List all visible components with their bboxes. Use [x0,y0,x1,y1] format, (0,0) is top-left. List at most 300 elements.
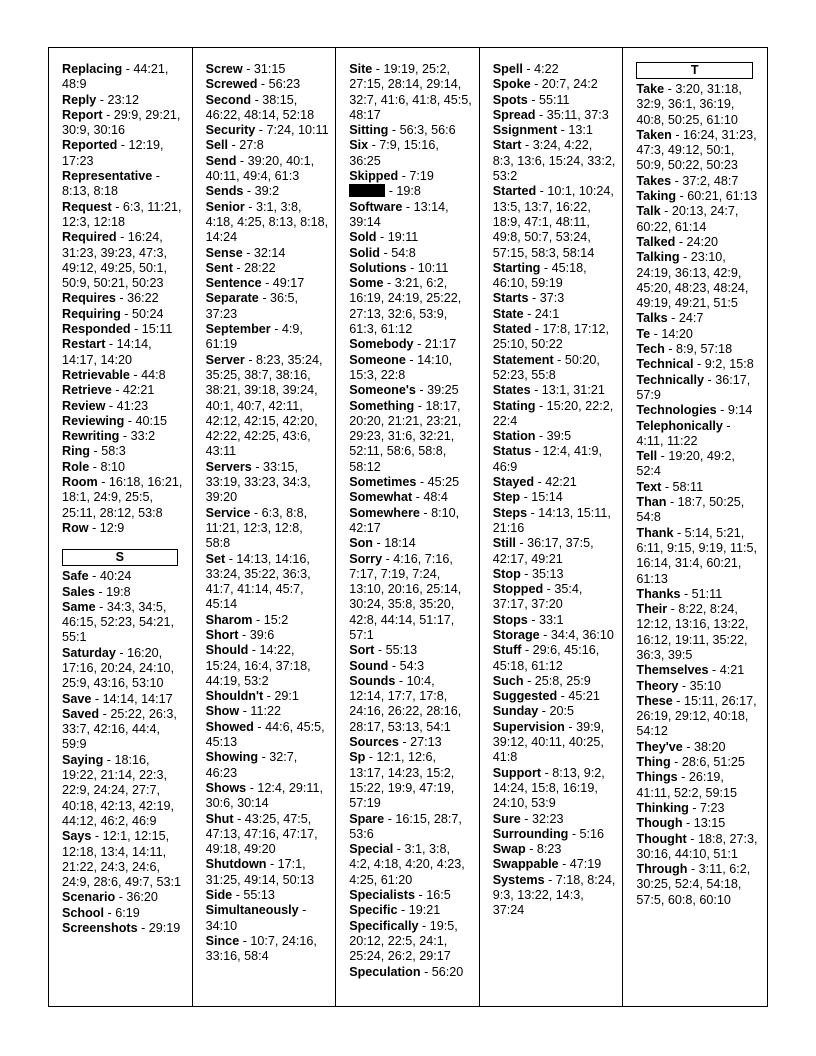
index-term: Same [62,599,96,614]
index-term: Sense [205,245,243,260]
index-entry: Required - 16:24, 31:23, 39:23, 47:3, 49:12, 49:25, 50:1, 50:9, 50:21, 50:23 [62,230,168,291]
index-term: Software [349,199,403,214]
index-references: 4:22 [534,62,559,76]
entry-list [62,62,186,536]
index-term: Stayed [492,475,535,490]
index-entry: Someone - 14:10, 15:3, 22:8 [349,352,453,382]
index-entry: Reported - 12:19, 17:23 [62,138,164,168]
index-references: 55:13 [243,888,275,903]
index-term: Servers [205,459,252,474]
index-term: Ring [62,444,90,459]
index-term: Stating [492,398,536,413]
index-references: 8:23, 35:24, 35:25, 38:7, 38:16, 38:21, 39:18, 39:24, 40:1, 40:7, 42:11, 42:12, 42:15, 42:20, 42:22, 42:25, 43:6, 43:11 [205,352,323,459]
index-entry: Sends - 39:2 [205,184,280,199]
index-term: Reported [62,138,118,153]
index-term: Replacing [62,62,123,76]
index-entry: Sound - 54:3 [349,658,425,673]
index-references: 44:8 [141,367,166,382]
index-term: Talks [636,311,668,326]
index-term: Specifically [349,918,419,933]
index-entry: Special - 3:1, 3:8, 4:2, 4:18, 4:20, 4:23, 4:25, 61:20 [349,842,465,887]
index-references: 34:4, 36:10 [550,627,614,642]
index-term: Report [62,107,103,122]
index-term: Senior [205,199,245,214]
index-references: 4:21 [719,663,745,678]
index-references: 16:5 [426,888,451,903]
index-references: 12:1, 12:6, 13:17, 14:23, 15:2, 15:22, 19:9, 47:19, 57:19 [349,750,455,811]
index-references: 13:14, 39:14 [349,199,449,229]
index-term: They've [636,739,683,754]
index-entry: Storage - 34:4, 36:10 [492,627,614,642]
index-term: Screwed [205,77,258,92]
index-references: 20:7, 24:2 [541,77,598,92]
index-references: 33:15, 33:19, 33:23, 34:3, 39:20 [205,459,311,505]
index-term: Ssignment [492,123,558,138]
index-references: 9:2, 15:8 [704,357,754,372]
index-term: Says [62,829,92,844]
index-references: 45:18, 46:10, 59:19 [492,260,587,291]
index-references: 19:11 [387,230,419,245]
index-entry: Starts - 37:3 [492,291,565,306]
index-references: 28:22 [244,260,276,275]
index-references: 35:11, 37:3 [546,107,609,122]
index-references: 14:20 [661,326,693,341]
index-term: Save [62,691,92,706]
index-references: 13:1 [568,123,593,138]
index-references: 39:6 [249,627,275,642]
index-entry: Spots - 55:11 [492,92,570,107]
index-entry: Skipped - 7:19 [349,169,434,184]
index-references: 7:19 [409,169,434,184]
index-references: 35:4, 37:17, 37:20 [492,582,583,612]
index-term: Somebody [349,337,414,352]
index-entry: Their - 8:22, 8:24, 12:12, 13:16, 13:22, 16:12, 19:11, 35:22, 36:3, 39:5 [636,602,749,662]
index-entry: Row - 12:9 [62,520,125,535]
index-entry: Side - 55:13 [205,888,275,903]
index-references: 10:4, 12:14, 17:7, 17:8, 24:16, 26:22, 28:16, 28:17, 53:13, 54:1 [349,673,462,734]
section-header-s: S [62,549,178,566]
index-entry: Stop - 35:13 [492,566,564,581]
index-term: Scenario [62,890,116,905]
index-term: Talk [636,204,661,219]
index-entry: Taken - 16:24, 31:23, 47:3, 49:12, 50:1, 50:9, 50:22, 50:23 [636,127,757,173]
index-references: 8:10 [100,459,126,474]
index-references: 36:22 [127,291,159,306]
index-references: 4:9, 61:19 [205,322,303,352]
index-entry: Some - 3:21, 6:2, 16:19, 24:19, 25:22, 27:13, 32:6, 53:9, 61:3, 61:12 [349,276,462,337]
index-entry: Take - 3:20, 31:18, 32:9, 36:1, 36:19, 40:8, 50:25, 61:10 [636,82,742,127]
index-references: 24:20 [686,234,719,249]
index-entry: Steps - 14:13, 15:11, 21:16 [492,505,611,535]
index-references: 19:20, 49:2, 52:4 [636,449,735,479]
index-entry: Through - 3:11, 6:2, 30:25, 52:4, 54:18, 57:5, 60:8, 60:10 [636,862,751,907]
index-term: Start [492,138,522,153]
index-term: Representative [62,169,153,184]
index-references: 12:1, 12:15, 12:18, 13:4, 14:11, 21:22, 24:3, 24:6, 24:9, 28:6, 49:7, 53:1 [62,829,182,890]
index-entry: Sitting - 56:3, 56:6 [349,123,456,138]
index-entry: Separate - 36:5, 37:23 [205,291,299,321]
entry-list [62,569,186,936]
index-entry: Sent - 28:22 [205,260,276,275]
index-term: Suggested [492,689,558,704]
index-term: Started [492,184,537,199]
index-entry: Sales - 19:8 [62,584,131,599]
index-entry: Sharom - 15:2 [205,612,289,627]
index-entry: Spread - 35:11, 37:3 [492,107,609,122]
index-entry: Sorry - 4:16, 7:16, 7:17, 7:19, 7:24, 13:10, 20:16, 25:14, 30:24, 35:8, 35:20, 42:8, 44:14, 51:17, 57:1 [349,551,462,642]
index-references: 33:2 [130,429,156,444]
index-references: 26:19, 41:11, 52:2, 59:15 [636,770,737,800]
index-entry: Showing - 32:7, 46:23 [205,750,298,780]
index-entry: Taking - 60:21, 61:13 [636,189,758,204]
index-references: 8:9, 57:18 [676,342,733,357]
index-entry: Sold - 19:11 [349,230,419,245]
index-references: 5:14, 5:21, 6:11, 9:15, 9:19, 11:5, 16:14, 31:4, 60:21, 61:13 [636,525,758,586]
index-term: Some [349,276,384,291]
index-references: 16:20, 17:16, 20:24, 24:10, 25:9, 43:16, 53:10 [62,645,175,691]
index-entry: Shut - 43:25, 47:5, 47:13, 47:16, 47:17, 49:18, 49:20 [205,811,318,857]
index-entry: Server - 8:23, 35:24, 35:25, 38:7, 38:16, 38:21, 39:18, 39:24, 40:1, 40:7, 42:11, 42:12, 42:15, 42:20, 42:22, 42:25, 43:6, 43:11 [205,352,323,459]
index-term: Starts [492,291,529,306]
index-term: Request [62,199,112,214]
index-entry: Sometimes - 45:25 [349,475,460,490]
index-entry: Solid - 54:8 [349,245,416,260]
index-entry: Saved - 25:22, 26:3, 33:7, 42:16, 44:4, 59:9 [62,706,177,752]
index-entry: Solutions - 10:11 [349,260,449,275]
index-references: 39:9, 39:12, 40:11, 40:25, 41:8 [492,719,605,765]
index-term: Service [205,505,251,520]
index-entry: Technical - 9:2, 15:8 [636,357,754,372]
index-term: Specific [349,903,398,918]
index-term: Stated [492,322,532,337]
index-term: Supervision [492,719,565,734]
index-term: Status [492,444,532,459]
index-entry: Ring - 58:3 [62,444,126,459]
index-references: 24:7 [678,311,704,326]
index-entry: Rewriting - 33:2 [62,429,156,444]
index-references: 29:9, 29:21, 30:9, 30:16 [62,107,181,138]
index-entry: Ssignment - 13:1 [492,123,593,138]
index-term: Six [349,138,369,153]
index-term: Safe [62,569,89,584]
index-entry: Talked - 24:20 [636,234,719,249]
index-references: 38:20 [693,739,726,754]
index-entry: Scenario - 36:20 [62,890,158,905]
index-term: Thanks [636,586,681,601]
index-references: 8:22, 8:24, 12:12, 13:16, 13:22, 16:12, 19:11, 35:22, 36:3, 39:5 [636,602,749,662]
index-entry: Started - 10:1, 10:24, 13:5, 13:7, 16:22, 18:9, 47:1, 48:11, 49:8, 50:7, 53:24, 57:15, 58:3, 58:14 [492,184,614,260]
index-references: 58:11 [672,479,704,494]
index-references: 15:11, 26:17, 26:19, 29:12, 40:18, 54:12 [636,693,757,739]
index-term: Show [205,704,240,719]
index-term: Screw [205,62,243,76]
index-references: 29:1 [274,689,299,704]
index-references: 50:20, 52:23, 55:8 [492,352,600,382]
index-term: Swappable [492,857,559,872]
index-entry: Spare - 16:15, 28:7, 53:6 [349,811,462,841]
index-references: 41:23 [116,398,149,413]
index-term: Shows [205,780,247,795]
index-term: Someone [349,352,406,367]
index-term: Retrievable [62,367,130,382]
index-term: Sold [349,230,377,245]
index-entry: - 19:8 [349,184,473,199]
index-entry: Surrounding - 5:16 [492,826,605,841]
index-references: 18:8, 27:3, 30:16, 44:10, 51:1 [636,831,758,861]
index-term: Through [636,862,688,877]
index-term: Thing [636,755,671,770]
index-entry: Requires - 36:22 [62,291,159,306]
index-entry: Shows - 12:4, 29:11, 30:6, 30:14 [205,780,323,811]
index-entry: Security - 7:24, 10:11 [205,123,329,138]
index-references: 7:18, 8:24, 9:3, 13:22, 14:3, 37:24 [492,872,616,918]
index-entry: Station - 39:5 [492,429,572,444]
index-term: Te [636,326,651,341]
index-term: Room [62,475,98,490]
index-term: Reviewing [62,413,125,428]
index-references: 40:24 [99,569,132,584]
index-term: Rewriting [62,429,120,444]
index-entry: Specifically - 19:5, 20:12, 22:5, 24:1, 25:24, 26:2, 29:17 [349,918,458,964]
index-references: 13:1, 31:21 [541,383,605,398]
index-references: 16:24, 31:23, 39:23, 47:3, 49:12, 49:25, 50:1, 50:9, 50:21, 50:23 [62,230,168,291]
index-entry: Representative - 8:13, 8:18 [62,169,160,199]
index-entry: Tell - 19:20, 49:2, 52:4 [636,449,735,479]
index-term: Somewhere [349,505,420,520]
index-entry: Stating - 15:20, 22:2, 22:4 [492,398,614,428]
index-references: 20:13, 24:7, 60:22, 61:14 [636,204,739,234]
index-references: 39:25 [427,383,459,398]
index-entry: Should - 14:22, 15:24, 16:4, 37:18, 44:19, 53:2 [205,643,311,688]
index-entry: Requiring - 50:24 [62,306,164,321]
index-references: 17:8, 17:12, 25:10, 50:22 [492,322,610,352]
index-term: Tell [636,449,658,464]
index-term: Technologies [636,403,717,418]
index-term: Stops [492,612,528,627]
index-references: 8:10, 42:17 [349,505,460,535]
index-entry: Thought - 18:8, 27:3, 30:16, 44:10, 51:1 [636,831,758,861]
index-entry: Same - 34:3, 34:5, 46:15, 52:23, 54:21, 55:1 [62,599,175,645]
index-references: 19:5, 20:12, 22:5, 24:1, 25:24, 26:2, 29:17 [349,918,458,964]
index-references: 10:11 [417,260,449,275]
index-entry: Step - 15:14 [492,490,563,505]
index-entry: Tech - 8:9, 57:18 [636,342,733,357]
index-entry: Review - 41:23 [62,398,149,413]
index-entry: Speculation - 56:20 [349,964,464,979]
index-term: Son [349,536,373,551]
index-entry: Start - 3:24, 4:22, 8:3, 13:6, 15:24, 33:2, 53:2 [492,138,616,184]
index-references: 31:15 [253,62,286,76]
index-term: Shouldn't [205,689,264,704]
index-entry: Te - 14:20 [636,326,693,341]
index-entry: Talk - 20:13, 24:7, 60:22, 61:14 [636,204,739,234]
index-references: 14:10, 15:3, 22:8 [349,352,453,382]
index-references: 38:15, 46:22, 48:14, 52:18 [205,92,315,122]
index-references: 4:11, 11:22 [636,433,698,448]
index-entry: These - 15:11, 26:17, 26:19, 29:12, 40:18, 54:12 [636,693,757,739]
index-references: 18:16, 19:22, 21:14, 22:3, 22:9, 24:24, 27:7, 40:18, 42:13, 42:19, 44:12, 46:2, 46:9 [62,752,175,828]
index-entry: Safe - 40:24 [62,569,132,584]
index-term: Spoke [492,77,531,92]
index-references: 36:5, 37:23 [205,291,299,321]
index-term: Talking [636,250,680,265]
index-references: 13:15 [693,816,726,831]
index-term: Sharom [205,612,253,627]
index-term: Spare [349,811,385,826]
index-term: Thought [636,831,687,846]
index-term: September [205,322,271,337]
index-references: 7:9, 15:16, 36:25 [349,138,439,168]
index-references: 35:10 [689,678,722,693]
index-entry: Sell - 27:8 [205,138,264,153]
index-term: Sometimes [349,475,417,490]
index-term: Retrieve [62,383,112,398]
index-entry: States - 13:1, 31:21 [492,383,605,398]
index-references: 32:23 [531,811,564,826]
index-column-3 [336,48,480,1006]
index-entry: Software - 13:14, 39:14 [349,199,449,229]
index-references: 50:24 [131,306,164,321]
index-term: Saved [62,706,100,721]
index-term: Sales [62,584,95,599]
index-entry: Systems - 7:18, 8:24, 9:3, 13:22, 14:3, 37:24 [492,872,616,918]
index-entry: Something - 18:17, 20:20, 21:21, 23:21, 29:23, 31:6, 32:21, 52:11, 58:6, 58:8, 58:12 [349,398,462,474]
index-term: Separate [205,291,259,306]
index-entry: Room - 16:18, 16:21, 18:1, 24:9, 25:5, 25:11, 28:12, 53:8 [62,475,183,520]
index-entry: Second - 38:15, 46:22, 48:14, 52:18 [205,92,315,122]
index-term: Such [492,673,524,688]
index-entry: School - 6:19 [62,905,140,920]
index-entry: Telephonically - 4:11, 11:22 [636,418,731,448]
index-page [48,47,768,1007]
index-term: Requires [62,291,116,306]
index-references: 14:14, 14:17 [102,691,173,706]
index-entry: Sort - 55:13 [349,643,418,658]
index-entry: Supervision - 39:9, 39:12, 40:11, 40:25, 41:8 [492,719,605,765]
index-references: 51:11 [691,586,723,601]
index-entry: Stayed - 42:21 [492,475,577,490]
index-entry: Talks - 24:7 [636,311,704,326]
index-entry: Retrieve - 42:21 [62,383,155,398]
index-term: Sends [205,184,244,199]
index-entry: Responded - 15:11 [62,322,173,337]
index-entry: Simultaneously - 34:10 [205,903,307,933]
index-term: Reply [62,92,97,107]
index-term: Still [492,536,516,551]
index-term: Solid [349,245,380,260]
index-term: Speculation [349,964,421,979]
entry-list [636,82,761,908]
index-references: 19:8 [106,584,131,599]
index-term: Something [349,398,415,413]
index-references: 16:18, 16:21, 18:1, 24:9, 25:5, 25:11, 28:12, 53:8 [62,475,183,520]
index-entry: Request - 6:3, 11:21, 12:3, 12:18 [62,199,182,229]
index-entry: Sounds - 10:4, 12:14, 17:7, 17:8, 24:16, 26:22, 28:16, 28:17, 53:13, 54:1 [349,673,462,734]
index-entry: Son - 18:14 [349,536,416,551]
index-column-4 [480,48,624,1006]
index-entry: Servers - 33:15, 33:19, 33:23, 34:3, 39:20 [205,459,311,505]
entry-list [349,62,473,980]
index-entry: Such - 25:8, 25:9 [492,673,591,688]
index-references: 27:13 [410,735,442,750]
index-term: Showing [205,750,259,765]
index-references: 17:1, 31:25, 49:14, 50:13 [205,857,315,887]
index-term: Someone's [349,383,416,398]
index-entry: Though - 13:15 [636,816,726,831]
index-term: Showed [205,719,254,734]
index-references: 45:21 [568,689,600,704]
index-term: Skipped [349,169,399,184]
index-term: School [62,905,104,920]
index-references: 56:23 [268,77,301,92]
index-entry: Theory - 35:10 [636,678,722,693]
index-references: 32:14 [253,245,286,260]
index-entry: Somewhere - 8:10, 42:17 [349,505,460,535]
index-term: Text [636,479,662,494]
index-references: 37:3 [539,291,565,306]
index-entry: Says - 12:1, 12:15, 12:18, 13:4, 14:11, 21:22, 24:3, 24:6, 24:9, 28:6, 49:7, 53:1 [62,829,182,890]
index-references: 12:19, 17:23 [62,138,164,168]
index-references: 27:8 [239,138,264,153]
index-term: Things [636,770,678,785]
index-entry: Stops - 33:1 [492,612,564,627]
index-entry: Themselves - 4:21 [636,663,745,678]
index-references: 3:11, 6:2, 30:25, 52:4, 54:18, 57:5, 60:8, 60:10 [636,862,751,907]
index-entry: Screw - 31:15 [205,62,286,76]
index-term: Side [205,888,233,903]
index-references: 14:13, 14:16, 33:24, 35:22, 36:3, 41:7, 41:14, 45:7, 45:14 [205,551,311,612]
index-references: 7:23 [700,800,725,815]
index-references: 18:14 [384,536,416,551]
index-term: Steps [492,505,528,520]
index-references: 4:16, 7:16, 7:17, 7:19, 7:24, 13:10, 20:16, 25:14, 30:24, 35:8, 35:20, 42:8, 44:14, 51:17, 57:1 [349,551,462,642]
index-term: Sorry [349,551,383,566]
index-entry: Sources - 27:13 [349,735,442,750]
index-entry: State - 24:1 [492,306,560,321]
index-entry: Screenshots - 29:19 [62,921,181,936]
index-entry: Stopped - 35:4, 37:17, 37:20 [492,582,583,612]
index-term: Telephonically [636,418,723,433]
index-term: Sitting [349,123,389,138]
index-term: Since [205,933,240,948]
index-term: Technically [636,372,705,387]
index-entry: Stuff - 29:6, 45:16, 45:18, 61:12 [492,643,600,673]
index-entry: Role - 8:10 [62,459,126,474]
index-references: 48:4 [423,490,448,505]
index-term: Spell [492,62,523,76]
index-entry: Report - 29:9, 29:21, 30:9, 30:16 [62,107,181,138]
index-references: 8:23 [536,842,562,857]
index-entry: Someone's - 39:25 [349,383,459,398]
index-entry: Spell - 4:22 [492,62,559,76]
entry-list [206,62,330,965]
index-references: 39:2 [254,184,280,199]
index-references: 54:8 [391,245,416,260]
index-term: Sort [349,643,375,658]
index-entry: Thinking - 7:23 [636,800,725,815]
index-references: 23:12 [107,92,140,107]
index-entry: Technically - 36:17, 57:9 [636,372,751,402]
index-references: 25:8, 25:9 [534,673,591,688]
index-term: Tech [636,342,665,357]
index-entry: Sense - 32:14 [205,245,286,260]
index-entry: Statement - 50:20, 52:23, 55:8 [492,352,600,382]
index-entry: Senior - 3:1, 3:8, 4:18, 4:25, 8:13, 8:18, 14:24 [205,199,329,245]
index-term: Shutdown [205,857,267,872]
index-entry: Than - 18:7, 50:25, 54:8 [636,495,745,525]
section-header-t: T [636,62,753,79]
index-term: Saturday [62,645,116,660]
